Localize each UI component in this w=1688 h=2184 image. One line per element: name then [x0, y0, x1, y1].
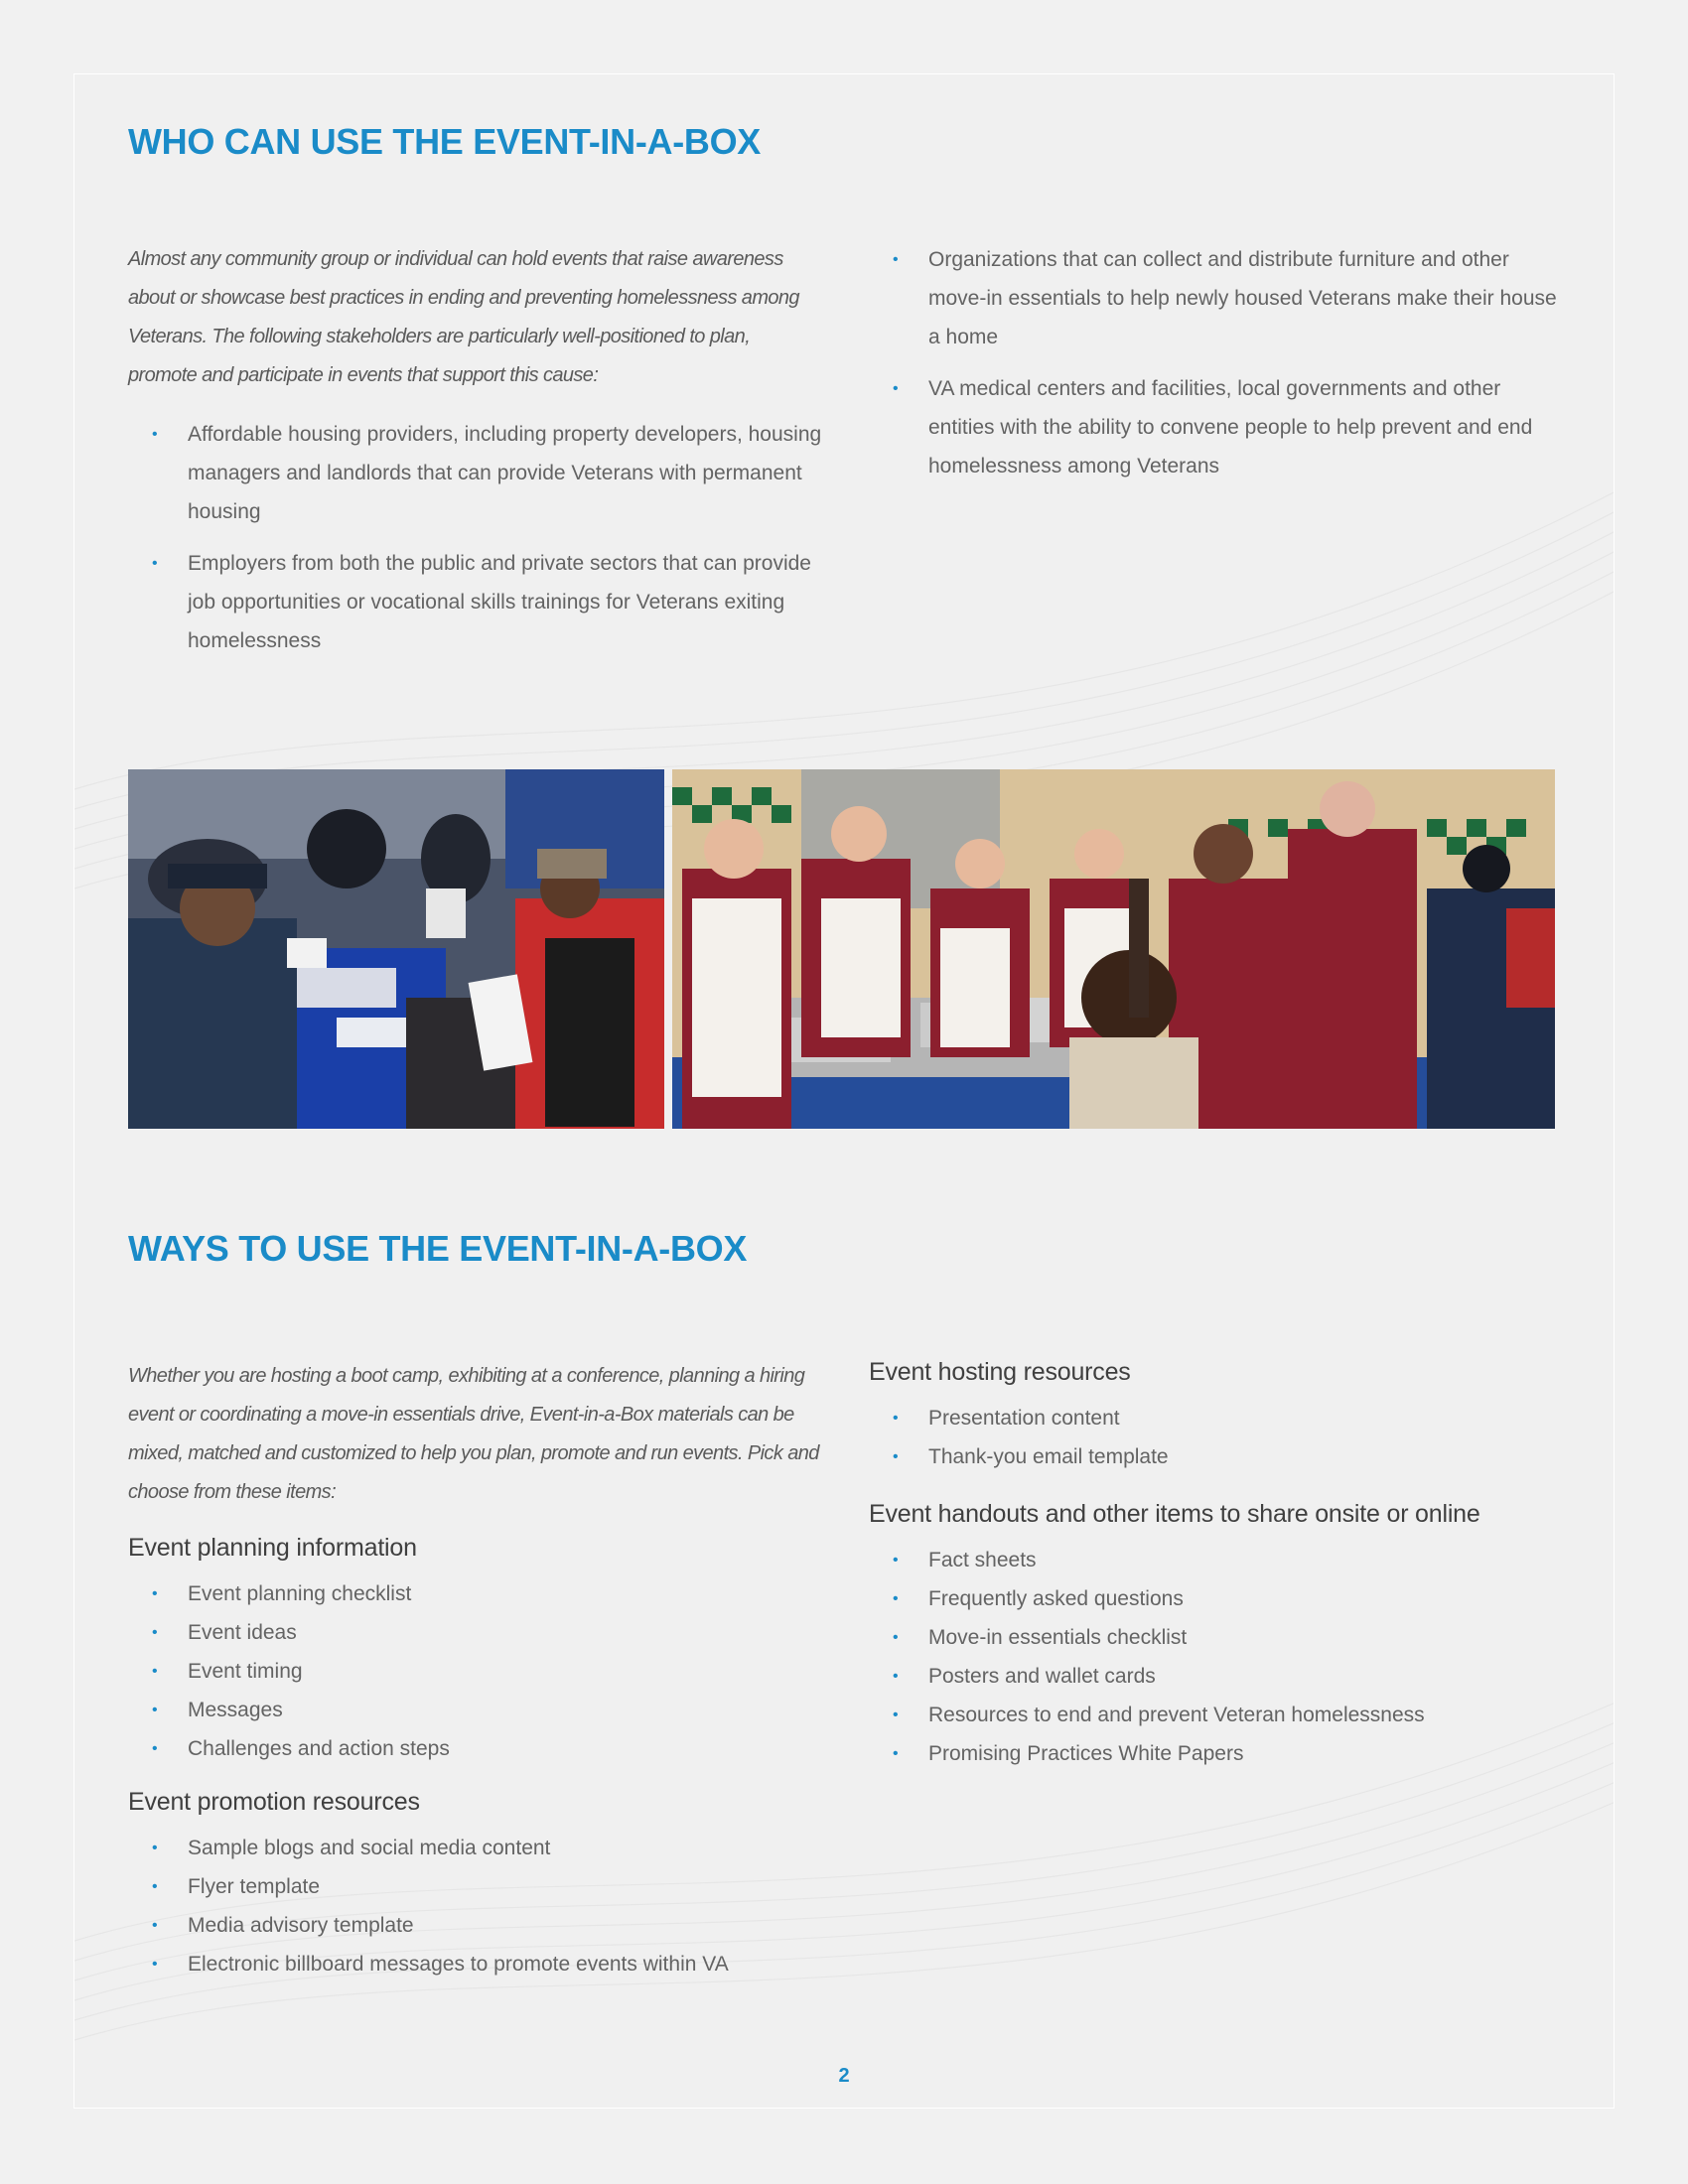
list-item: • Promising Practices White Papers	[869, 1734, 1584, 1773]
event-handouts-heading: Event handouts and other items to share onsite or online	[869, 1500, 1480, 1528]
bullet-dot-icon: •	[893, 1410, 899, 1427]
bullet-dot-icon: •	[152, 1840, 158, 1856]
bullet-dot-icon: •	[893, 251, 899, 268]
list-item: • Media advisory template	[128, 1906, 823, 1945]
event-handouts-list	[869, 1541, 1584, 1773]
who-can-use-right-column	[869, 240, 1564, 498]
ways-to-use-left-column	[128, 1357, 823, 1983]
list-item: • Electronic billboard messages to promote events within VA	[128, 1945, 823, 1983]
list-item: • Affordable housing providers, including property developers, housing managers and landlords that can provide Veterans with permanent housing	[128, 415, 823, 531]
resource-fair-image	[128, 769, 664, 1129]
list-item: • Resources to end and prevent Veteran homelessness	[869, 1696, 1584, 1734]
list-item: • Posters and wallet cards	[869, 1657, 1584, 1696]
event-hosting-list	[869, 1399, 1584, 1476]
stakeholder-list-right	[869, 240, 1564, 485]
bullet-dot-icon: •	[152, 426, 158, 443]
photo-strip	[128, 769, 1555, 1129]
ways-to-use-right-column	[869, 1358, 1584, 1773]
ways-to-use-intro: Whether you are hosting a boot camp, exhibiting at a conference, planning a hiring event or coordinating a move-in essentials drive, Event-in-a-Box materials can be mixed, matched and customized to help you plan, promote and run events. Pick and choose from these items:	[128, 1365, 819, 1503]
who-can-use-left-column	[128, 240, 823, 673]
bullet-dot-icon: •	[893, 1590, 899, 1607]
bullet-dot-icon: •	[152, 1624, 158, 1641]
bullet-dot-icon: •	[893, 380, 899, 397]
bullet-dot-icon: •	[893, 1448, 899, 1465]
list-item: • Employers from both the public and private sectors that can provide job opportunities or vocational skills trainings for Veterans exiting homelessness	[128, 544, 823, 660]
list-item: • Sample blogs and social media content	[128, 1829, 823, 1867]
list-item: • Event ideas	[128, 1613, 823, 1652]
who-can-use-intro: Almost any community group or individual can hold events that raise awareness about or showcase best practices in ending and preventing homelessness among Veterans. The following stakeholders are particularly well-positioned to plan, promote and participate in events that support this cause:	[128, 248, 799, 386]
bullet-dot-icon: •	[152, 1702, 158, 1718]
event-hosting-heading: Event hosting resources	[869, 1358, 1131, 1386]
list-item: • Event planning checklist	[128, 1574, 823, 1613]
list-item: • Flyer template	[128, 1867, 823, 1906]
section-heading-ways-to-use: WAYS TO USE THE EVENT-IN-A-BOX	[128, 1228, 748, 1269]
photo-volunteers-serving-meal	[672, 769, 1555, 1129]
page-number: 2	[838, 2065, 850, 2087]
bullet-dot-icon: •	[152, 1956, 158, 1973]
list-item: • Move-in essentials checklist	[869, 1618, 1584, 1657]
bullet-dot-icon: •	[893, 1629, 899, 1646]
list-item: • Fact sheets	[869, 1541, 1584, 1579]
bullet-dot-icon: •	[152, 1585, 158, 1602]
event-planning-heading: Event planning information	[128, 1534, 417, 1562]
stakeholder-list-left	[128, 415, 823, 660]
photo-veterans-resource-fair	[128, 769, 664, 1129]
bullet-dot-icon: •	[893, 1706, 899, 1723]
list-item: • Challenges and action steps	[128, 1729, 823, 1768]
bullet-dot-icon: •	[152, 1917, 158, 1934]
bullet-dot-icon: •	[152, 555, 158, 572]
bullet-dot-icon: •	[893, 1552, 899, 1569]
list-item: • VA medical centers and facilities, local governments and other entities with the ability to convene people to help prevent and end homelessness among Veterans	[869, 369, 1564, 485]
volunteers-serving-image	[672, 769, 1555, 1129]
bullet-dot-icon: •	[152, 1878, 158, 1895]
section-heading-who-can-use: WHO CAN USE THE EVENT-IN-A-BOX	[128, 121, 762, 162]
bullet-dot-icon: •	[893, 1668, 899, 1685]
list-item: • Frequently asked questions	[869, 1579, 1584, 1618]
event-promotion-list	[128, 1829, 823, 1983]
bullet-dot-icon: •	[152, 1740, 158, 1757]
list-item: • Organizations that can collect and distribute furniture and other move-in essentials to help newly housed Veterans make their house a home	[869, 240, 1564, 356]
event-promotion-heading: Event promotion resources	[128, 1788, 420, 1816]
list-item: • Event timing	[128, 1652, 823, 1691]
bullet-dot-icon: •	[893, 1745, 899, 1762]
list-item: • Messages	[128, 1691, 823, 1729]
event-planning-list	[128, 1574, 823, 1768]
bullet-dot-icon: •	[152, 1663, 158, 1680]
list-item: • Thank-you email template	[869, 1437, 1584, 1476]
list-item: • Presentation content	[869, 1399, 1584, 1437]
